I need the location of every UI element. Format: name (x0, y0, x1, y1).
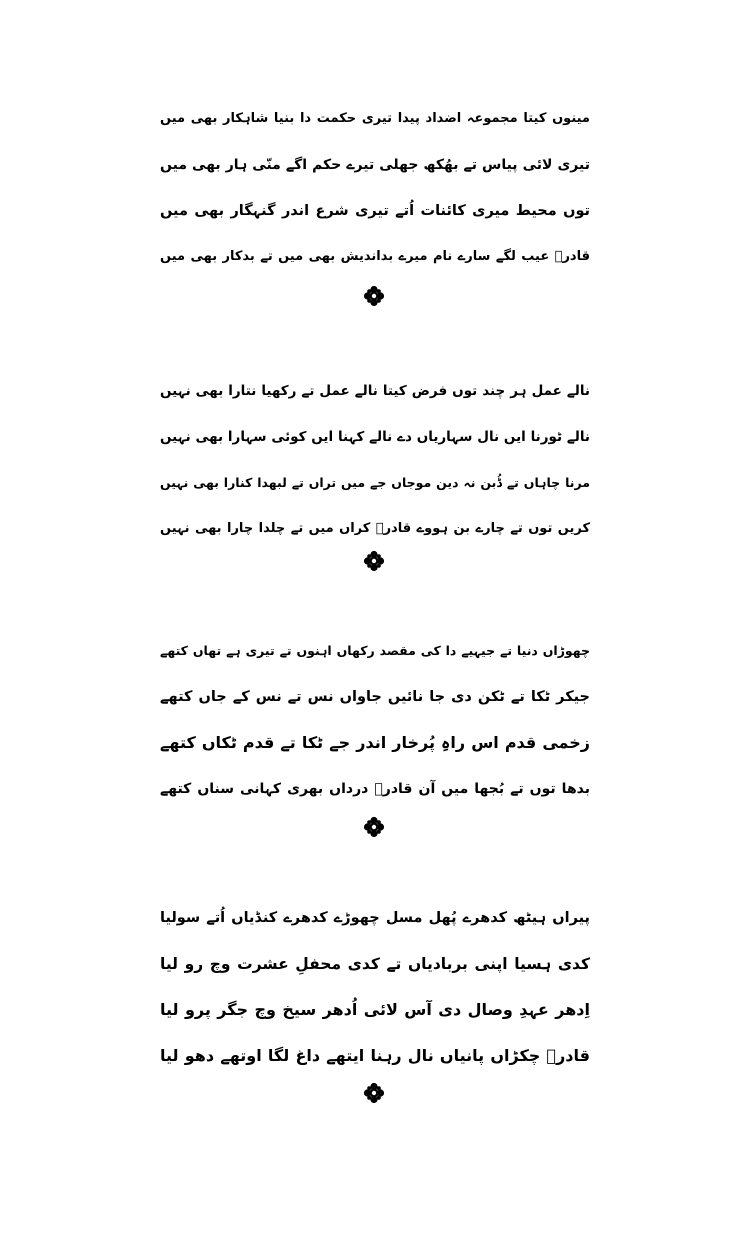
verse-line: بدھا توں تے بُجھا میں آن قادرؔ درداں بھری کہانی سناں کتھے (160, 781, 590, 797)
verse-line: توں محیط میری کائنات اُتے تیری شرع اندر گنہگار بھی میں (160, 203, 590, 219)
floral-ornament-icon (362, 549, 386, 573)
floral-ornament-icon (362, 284, 386, 308)
verse-line: زخمی قدم اس راہِ پُرخار اندر جے ٹکا تے قدم ٹکاں کتھے (160, 733, 590, 752)
verse-line: جیکر ٹکا تے ٹکن دی جا نائیں جاواں نس تے نس کے جاں کتھے (160, 689, 590, 705)
verse-line: چھوڑاں دنیا تے جیہیے دا کی مقصد رکھاں اہنوں تے تیری ہے تھاں کتھے (160, 643, 590, 658)
verse-line: کدی ہسیا اپنی بربادیاں تے کدی محفلِ عشرت وچ رو لیا (160, 955, 590, 973)
verse-line: اِدھر عہدِ وصال دی آس لائی اُدھر سیخ وچ جگر پرو لیا (160, 1000, 590, 1019)
stanza-4 (160, 895, 590, 1079)
stanza-1 (160, 96, 590, 280)
verse-line: نالے ٹورنا ایں نال سہاریاں دے نالے کہنا ایں کوئی سہارا بھی نہیں (160, 429, 590, 445)
verse-line: قادرؔ چکڑاں پانیاں نال رہنا ایتھے داغ لگا اوتھے دھو لیا (160, 1046, 590, 1065)
stanza-3 (160, 628, 590, 812)
floral-ornament-icon (362, 1081, 386, 1105)
verse-line: قادرؔ عیب لگے سارے نام میرے بداندیش بھی میں تے بدکار بھی میں (160, 249, 590, 264)
verse-line: مرنا چاہاں تے ڈُبن نہ دین موجاں جے میں تراں تے لبھدا کنارا بھی نہیں (160, 475, 590, 490)
verse-line: نالے عمل ہر چند توں فرض کیتا نالے عمل تے رکھیا نتارا بھی نہیں (160, 383, 590, 399)
floral-ornament-icon (362, 815, 386, 839)
verse-line: پیراں ہیٹھ کدھرے پُھل مسل چھوڑے کدھرے کنڈیاں اُتے سولیا (160, 910, 590, 926)
stanza-2 (160, 368, 590, 552)
verse-line: کریں توں تے چارے بن ہووے قادرؔ کراں میں تے چلدا چارا بھی نہیں (160, 521, 590, 536)
verse-line: مینوں کیتا مجموعہ اضداد پیدا تیری حکمت دا بنیا شاہکار بھی میں (160, 111, 590, 126)
verse-line: تیری لائی پیاس تے بھُکھ جھلی تیرے حکم اگے منّی ہار بھی میں (160, 157, 590, 173)
